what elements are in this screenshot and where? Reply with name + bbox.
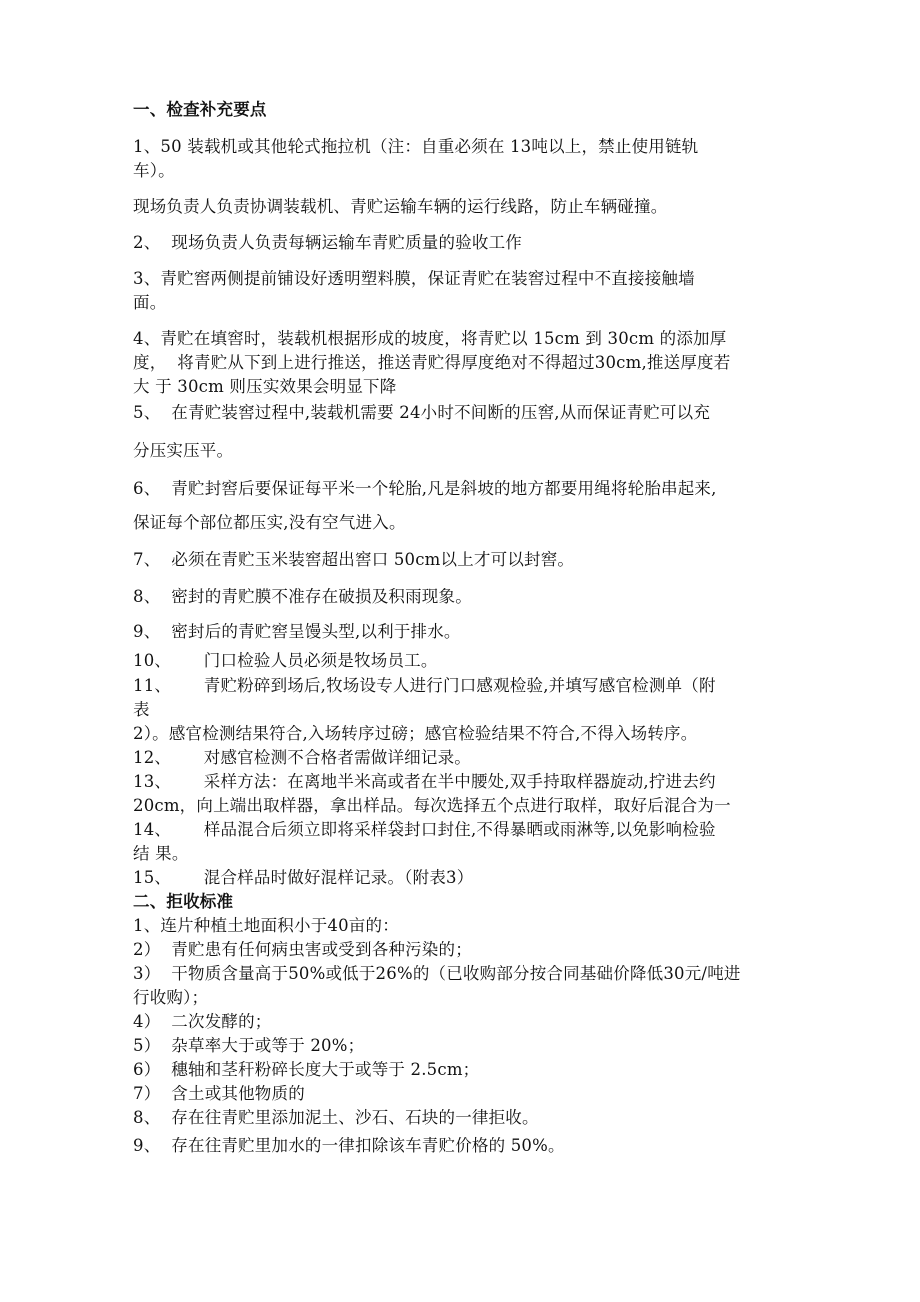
text-line: 2）。感官检测结果符合,入场转序过磅；感官检验结果不符合,不得入场转序。 bbox=[133, 724, 698, 743]
text-line: 现场负责人负责协调装载机、青贮运输车辆的运行线路，防止车辆碰撞。 bbox=[133, 197, 668, 216]
text-line: 13、 采样方法：在离地半米高或者在半中腰处,双手持取样器旋动,拧进去约 bbox=[133, 772, 716, 791]
text-line: 9、 密封后的青贮窖呈馒头型,以利于排水。 bbox=[133, 622, 461, 641]
text-line: 5、 在青贮装窖过程中,装载机需要 24小时不间断的压窖,从而保证青贮可以充 bbox=[133, 403, 711, 422]
text-line: 3、青贮窖两侧提前铺设好透明塑料膜，保证青贮在装窖过程中不直接接触墙 bbox=[133, 269, 695, 288]
text-line: 3） 干物质含量高于50%或低于26%的（已收购部分按合同基础价降低30元/吨进 bbox=[133, 964, 741, 983]
text-line: 1、50 装载机或其他轮式拖拉机（注：自重必须在 13吨以上，禁止使用链轨 bbox=[133, 137, 699, 156]
text-line: 7、 必须在青贮玉米装窖超出窖口 50cm以上才可以封窖。 bbox=[133, 550, 575, 569]
text-line: 9、 存在往青贮里加水的一律扣除该车青贮价格的 50%。 bbox=[133, 1136, 565, 1155]
text-line: 6、 青贮封窖后要保证每平米一个轮胎,凡是斜坡的地方都要用绳将轮胎串起来, bbox=[133, 479, 717, 498]
text-line: 车）。 bbox=[133, 161, 175, 180]
text-line: 表 bbox=[133, 700, 150, 719]
text-line: 5） 杂草率大于或等于 20%； bbox=[133, 1036, 365, 1055]
text-line: 12、 对感官检测不合格者需做详细记录。 bbox=[133, 748, 471, 767]
section-heading: 二、拒收标准 bbox=[133, 892, 234, 911]
text-line: 7） 含土或其他物质的 bbox=[133, 1084, 305, 1103]
text-line: 结 果。 bbox=[133, 844, 189, 863]
text-line: 4、青贮在填窖时，装载机根据形成的坡度，将青贮以 15cm 到 30cm 的添加厚 bbox=[133, 329, 727, 348]
text-line: 8、 密封的青贮膜不准存在破损及积雨现象。 bbox=[133, 587, 472, 606]
text-line: 保证每个部位都压实,没有空气进入。 bbox=[133, 513, 406, 532]
text-line: 8、 存在往青贮里添加泥土、沙石、石块的一律拒收。 bbox=[133, 1108, 539, 1127]
text-line: 10、 门口检验人员必须是牧场员工。 bbox=[133, 651, 438, 670]
text-line: 4） 二次发酵的； bbox=[133, 1012, 272, 1031]
text-line: 行收购）； bbox=[133, 988, 209, 1007]
text-line: 面。 bbox=[133, 293, 167, 312]
text-line: 11、 青贮粉碎到场后,牧场设专人进行门口感观检验,并填写感官检测单（附 bbox=[133, 676, 716, 695]
section-heading: 一、检查补充要点 bbox=[133, 100, 267, 119]
text-line: 15、 混合样品时做好混样记录。（附表3） bbox=[133, 868, 474, 887]
text-line: 2、 现场负责人负责每辆运输车青贮质量的验收工作 bbox=[133, 233, 522, 252]
text-line: 大 于 30cm 则压实效果会明显下降 bbox=[133, 377, 397, 396]
text-line: 6） 穗轴和茎秆粉碎长度大于或等于 2.5cm； bbox=[133, 1060, 480, 1079]
text-line: 度， 将青贮从下到上进行推送，推送青贮得厚度绝对不得超过30cm,推送厚度若 bbox=[133, 353, 731, 372]
text-line: 分压实压平。 bbox=[133, 441, 234, 460]
text-line: 1、连片种植土地面积小于40亩的： bbox=[133, 916, 399, 935]
text-line: 20cm，向上端出取样器，拿出样品。每次选择五个点进行取样，取好后混合为一 bbox=[133, 796, 731, 815]
text-line: 14、 样品混合后须立即将采样袋封口封住,不得暴晒或雨淋等,以免影响检验 bbox=[133, 820, 716, 839]
text-line: 2） 青贮患有任何病虫害或受到各种污染的； bbox=[133, 940, 472, 959]
